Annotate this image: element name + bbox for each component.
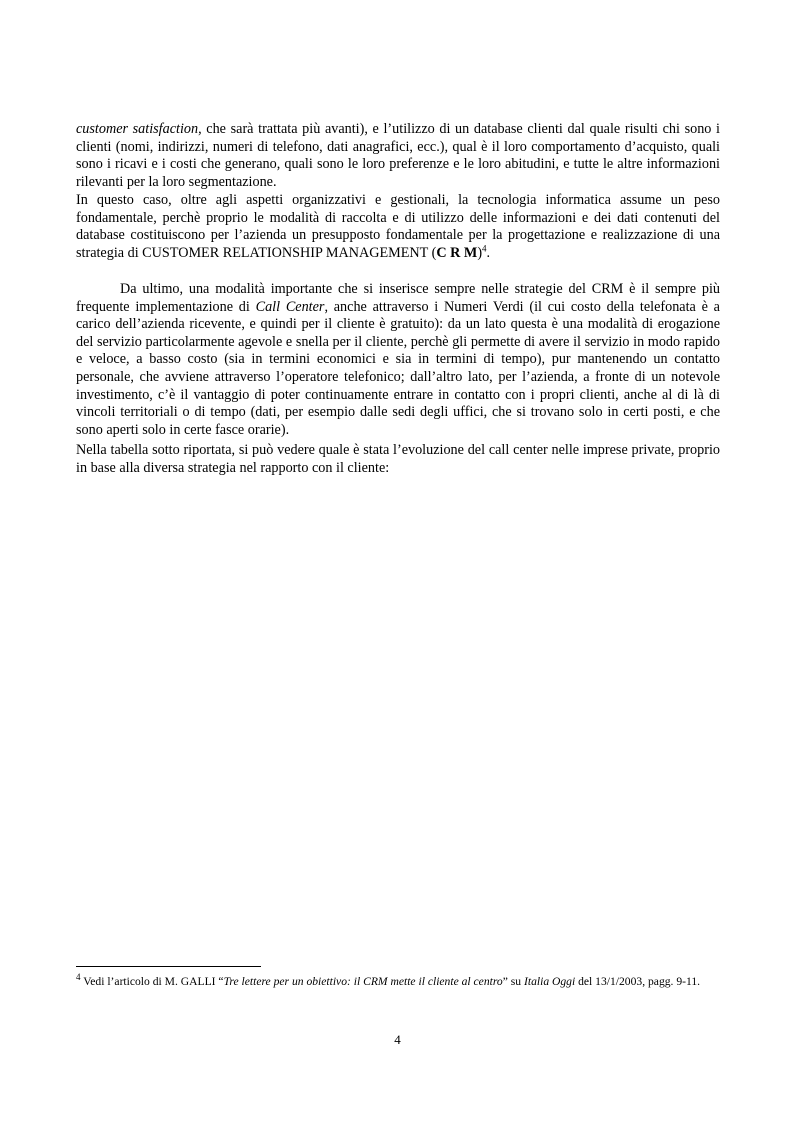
footnote-separator [76,966,261,967]
page-number: 4 [394,1032,401,1047]
footnote-tail: del 13/1/2003, pagg. 9-11. [575,975,701,988]
paragraph-text-continued: , anche attraverso i Numeri Verdi (il cui costo della telefonata è a carico dell’azienda ricevente, e quindi per il cliente è gratuito): da un lato questa è una modalità di erogazione del servizio particolarmente agevole e snella per il cliente, perchè gli permette di avere il servizio in modo rapido e veloce, a basso costo (sia in termini economici e sia in termini di tempo), pur mantenendo un contatto personale, che avviene attraverso l’operatore telefonico; dall’altro lato, per l’azienda, a fronte di un notevole investimento, c’è il vantaggio di poter continuamente entrare in contatto con i propri clienti, anche al di là di vincoli territoriali o di tempo (dati, per esempio dalle sedi degli uffici, che si trovano solo in certi posti, e che sono aperti solo in certe fasce orarie). [76,298,720,438]
term-customer-satisfaction: customer satisfaction [76,121,199,137]
paragraph-table-intro [76,442,720,477]
footnote-article-title: Tre lettere per un obiettivo: il CRM mette il cliente al centro [223,975,503,988]
footnote-mid: ” su [502,975,524,988]
paragraph-text: Nella tabella sotto riportata, si può vedere quale è stata l’evoluzione del call center nelle imprese private, proprio in base alla diversa strategia nel rapporto con il cliente: [76,442,720,476]
footnote-lead: Vedi l’articolo di M. GALLI “ [80,975,224,988]
paragraph-text: In questo caso, oltre agli aspetti organizzativi e gestionali, la tecnologia informatica assume un peso fondamentale, perchè proprio le modalità di raccolta e di utilizzo delle informazioni e dei dati contenuti del database costituiscono per l’azienda un presupposto fondamentale per la progettazione e realizzazione di una strategia di CUSTOMER RELATIONSHIP MANAGEMENT ( [76,192,720,261]
footnote-source: Italia Oggi [524,975,576,988]
closing-paren: ) [477,244,483,261]
paragraph-customer-satisfaction [76,121,720,191]
crm-acronym: C R M [436,244,478,261]
term-call-center: Call Center [255,298,325,315]
footnote-reference[interactable]: 4 [482,243,487,254]
footnote-number: 4 [76,972,81,983]
sentence-end: . [486,244,491,261]
footnote [76,974,720,990]
paragraph-call-center [76,281,720,439]
paragraph-text: Da ultimo, una modalità importante che si inserisce sempre nelle strategie del CRM è il sempre più frequente implementazione di [76,281,720,315]
paragraph-text: , che sarà trattata più avanti), e l’utilizzo di un database clienti dal quale risulti chi sono i clienti (nomi, indirizzi, numeri di telefono, dati anagrafici, ecc.), qual è il loro comportamento d’acquisto, quali sono i ricavi e i costi che generano, quali sono le loro preferenze e le loro abitudini, e tutte le altre informazioni rilevanti per la loro segmentazione. [76,121,720,190]
paragraph-crm-technology [76,192,720,262]
